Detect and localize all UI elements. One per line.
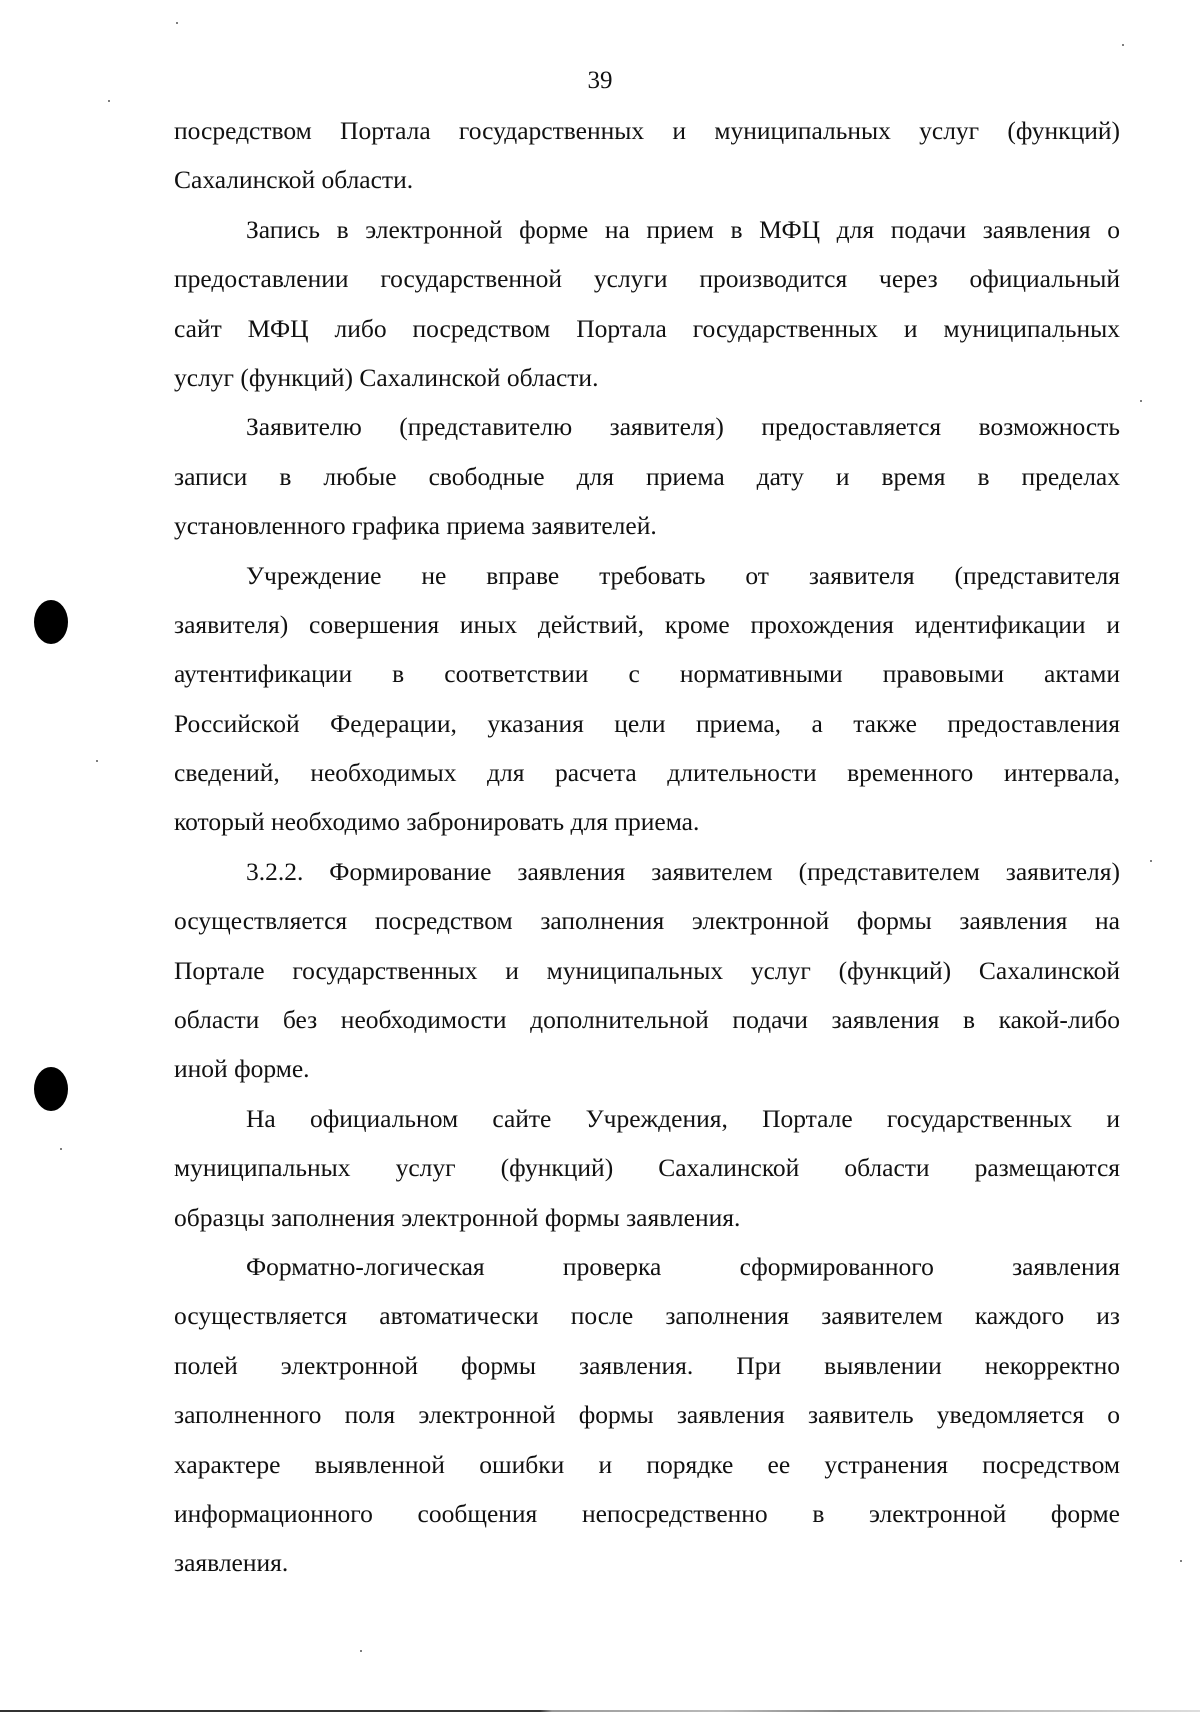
paragraph-7 [174, 1242, 1120, 1588]
text-line: информационного сообщения непосредственно в электронной форме [174, 1498, 1120, 1528]
text-line: Российской Федерации, указания цели приема, а также предоставления [174, 708, 1120, 738]
scan-speck [60, 1148, 62, 1150]
text-line: характере выявленной ошибки и порядке ее устранения посредством [174, 1449, 1120, 1479]
text-line: осуществляется посредством заполнения электронной формы заявления на [174, 906, 1120, 936]
text-line: иной форме. [174, 1054, 310, 1084]
text-line: посредством Портала государственных и муниципальных услуг (функций) [174, 116, 1120, 145]
text-line: предоставлении государственной услуги производится через официальный [174, 264, 1120, 294]
text-line: установленного графика приема заявителей. [174, 511, 657, 541]
text-line: сведений, необходимых для расчета длительности временного интервала, [174, 758, 1120, 788]
text-line: Учреждение не вправе требовать от заявителя (представителя [246, 560, 1120, 590]
binder-hole-top [34, 600, 68, 644]
scan-speck [1180, 1560, 1182, 1562]
scan-speck [96, 760, 98, 762]
scan-speck [1150, 860, 1152, 862]
text-line: образцы заполнения электронной формы заявления. [174, 1202, 741, 1232]
text-line: полей электронной формы заявления. При выявлении некорректно [174, 1350, 1120, 1380]
paragraph-2 [174, 205, 1120, 403]
page-number: 39 [587, 67, 613, 94]
page-bottom-edge [0, 1710, 1200, 1712]
binder-hole-bottom [34, 1067, 68, 1111]
text-line: аутентификации в соответствии с нормативными правовыми актами [174, 659, 1120, 689]
text-line: Запись в электронной форме на прием в МФЦ для подачи заявления о [246, 214, 1120, 244]
text-line: услуг (функций) Сахалинской области. [174, 362, 599, 392]
text-line: области без необходимости дополнительной подачи заявления в какой-либо [174, 1005, 1120, 1035]
text-line: Форматно-логическая проверка сформированного заявления [246, 1251, 1120, 1281]
paragraph-1 [174, 106, 1120, 205]
paragraph-6 [174, 1094, 1120, 1242]
text-line: На официальном сайте Учреждения, Портале государственных и [246, 1103, 1120, 1133]
paragraph-4 [174, 551, 1120, 847]
text-line: 3.2.2. Формирование заявления заявителем (представителем заявителя) [246, 856, 1120, 886]
body-text [174, 106, 1120, 1588]
paragraph-3 [174, 402, 1120, 550]
text-line: Портале государственных и муниципальных услуг (функций) Сахалинской [174, 955, 1120, 985]
text-line: Заявителю (представителю заявителя) предоставляется возможность [246, 412, 1120, 442]
text-line: заявителя) совершения иных действий, кроме прохождения идентификации и [174, 609, 1120, 639]
scan-speck [1140, 400, 1142, 402]
paragraph-5-section-3-2-2 [174, 847, 1120, 1094]
text-line: записи в любые свободные для приема дату и время в пределах [174, 461, 1120, 491]
text-line: заявления. [174, 1548, 289, 1578]
text-line: Сахалинской области. [174, 165, 414, 195]
text-line: муниципальных услуг (функций) Сахалинской области размещаются [174, 1153, 1120, 1183]
scan-speck [176, 22, 178, 24]
text-line: который необходимо забронировать для приема. [174, 807, 700, 837]
text-line: сайт МФЦ либо посредством Портала государственных и муниципальных [174, 313, 1120, 343]
scan-speck [360, 1650, 362, 1652]
scan-speck [108, 100, 110, 102]
text-line: заполненного поля электронной формы заявления заявитель уведомляется о [174, 1400, 1120, 1430]
scan-speck [1122, 44, 1124, 46]
text-line: осуществляется автоматически после заполнения заявителем каждого из [174, 1301, 1120, 1331]
